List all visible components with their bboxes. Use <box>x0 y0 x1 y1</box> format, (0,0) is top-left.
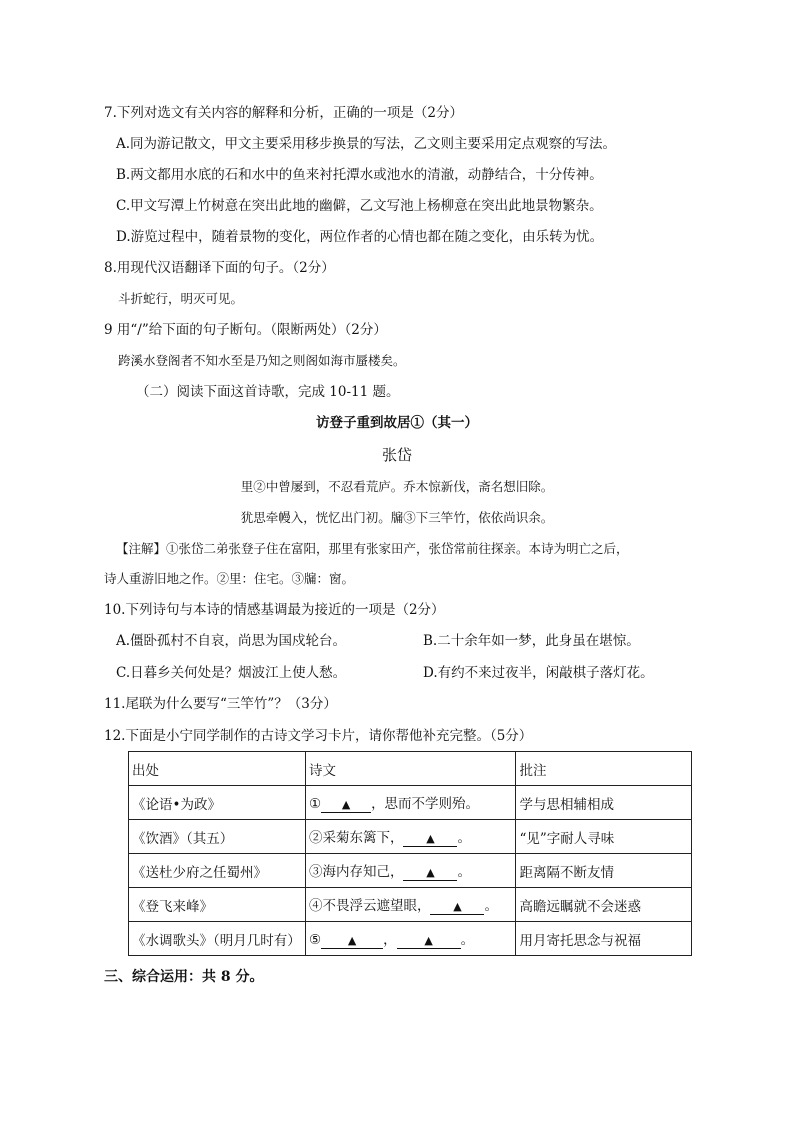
poem-line-2: 犹思牵幔入，恍忆出门初。牖③下三竿竹，依依尚识余。 <box>240 510 554 525</box>
row-text <box>305 922 516 956</box>
section-2-intro: （二）阅读下面这首诗歌，完成 10-11 题。 <box>136 384 400 400</box>
row-text-post: 。 <box>457 830 471 846</box>
fill-blank-5[interactable] <box>321 933 383 949</box>
row-source: 《登飞来峰》 <box>129 888 306 922</box>
q10-option-d: D.有约不来过夜半，闲敲棋子落灯花。 <box>423 665 654 681</box>
row-note: 用月寄托思念与祝福 <box>516 922 692 956</box>
poem-line-1: 里②中曾屡到，不忍看荒庐。乔木惊新伐，斋名想旧除。 <box>240 479 554 494</box>
row-text-post: ，思而不学则殆。 <box>371 796 480 812</box>
row-text-pre: ① <box>308 796 322 812</box>
fill-blank-4[interactable] <box>430 899 484 915</box>
poem-note-1: 【注解】①张岱二弟张登子住在富阳，那里有张家田产，张岱常前往探亲。本诗为明亡之后， <box>116 541 629 556</box>
table-row <box>129 922 692 956</box>
q9-sentence: 跨溪水登阁者不知水至是乃知之则阁如海市蜃楼矣。 <box>118 353 406 368</box>
section-3-title: 三、综合运用：共 8 分。 <box>104 969 264 985</box>
row-source: 《论语•为政》 <box>129 786 306 820</box>
triangle-icon: ▲ <box>424 934 433 947</box>
q7-option-d: D.游览过程中，随着景物的变化，两位作者的心情也都在随之变化，由乐转为忧。 <box>116 229 604 245</box>
q11-stem: 11.尾联为什么要写“三竿竹”？（3分） <box>104 696 337 712</box>
fill-blank-2[interactable] <box>403 831 457 847</box>
study-card-table <box>128 751 692 956</box>
row-text-post: 。 <box>484 898 498 914</box>
table-row <box>129 854 692 888</box>
row-note: 距离隔不断友情 <box>516 854 692 888</box>
poem-author: 张岱 <box>381 446 412 464</box>
triangle-icon: ▲ <box>341 798 351 811</box>
row-text-mid: ， <box>383 932 397 948</box>
table-row <box>129 888 692 922</box>
triangle-icon: ▲ <box>453 900 462 913</box>
row-source: 《饮酒》（其五） <box>129 820 306 854</box>
table-row <box>129 786 692 820</box>
row-note: “见”字耐人寻味 <box>516 820 692 854</box>
row-text-pre: ③海内存知己， <box>308 864 404 880</box>
row-text <box>305 786 516 820</box>
q7-stem: 7.下列对选文有关内容的解释和分析，正确的一项是（2分） <box>104 105 463 121</box>
fill-blank-6[interactable] <box>397 933 461 949</box>
row-source: 《水调歌头》（明月几时有） <box>129 922 306 956</box>
row-text-post: 。 <box>460 932 475 948</box>
row-text <box>305 820 516 854</box>
q7-option-b: B.两文都用水底的石和水中的鱼来衬托潭水或池水的清澈，动静结合，十分传神。 <box>116 167 603 183</box>
q8-sentence: 斗折蛇行，明灭可见。 <box>118 291 244 306</box>
fill-blank-3[interactable] <box>403 865 457 881</box>
row-text-pre: ⑤ <box>308 932 322 948</box>
row-text-pre: ④不畏浮云遮望眼， <box>308 898 431 914</box>
poem-note-2: 诗人重游旧地之作。②里：住宅。③牖：窗。 <box>104 571 355 586</box>
row-source: 《送杜少府之任蜀州》 <box>129 854 306 888</box>
q7-option-c: C.甲文写潭上竹树意在突出此地的幽僻，乙文写池上杨柳意在突出此地景物繁杂。 <box>116 198 603 214</box>
header-text: 诗文 <box>305 752 516 786</box>
header-note: 批注 <box>516 752 692 786</box>
q12-stem: 12.下面是小宁同学制作的古诗文学习卡片，请你帮他补充完整。（5分） <box>104 728 533 744</box>
q10-stem: 10.下列诗句与本诗的情感基调最为接近的一项是（2分） <box>104 602 445 618</box>
triangle-icon: ▲ <box>426 832 435 845</box>
row-note: 学与思相辅相成 <box>516 786 692 820</box>
row-text <box>305 888 516 922</box>
row-text-pre: ②采菊东篱下， <box>308 830 404 846</box>
row-note: 高瞻远瞩就不会迷惑 <box>516 888 692 922</box>
row-text-post: 。 <box>457 864 471 880</box>
header-source: 出处 <box>129 752 306 786</box>
q10-option-a: A.僵卧孤村不自哀，尚思为国戍轮台。 <box>116 633 347 649</box>
poem-title: 访登子重到故居①（其一） <box>316 415 478 431</box>
q9-stem: 9 用“/”给下面的句子断句。（限断两处）（2分） <box>104 322 387 338</box>
q10-option-c: C.日暮乡关何处是？烟波江上使人愁。 <box>116 665 347 681</box>
table-row <box>129 820 692 854</box>
q10-option-b: B.二十余年如一梦，此身虽在堪惊。 <box>423 633 640 649</box>
triangle-icon: ▲ <box>347 934 357 947</box>
table-header-row <box>129 752 692 786</box>
row-text <box>305 854 516 888</box>
q7-option-a: A.同为游记散文，甲文主要采用移步换景的写法，乙文则主要采用定点观察的写法。 <box>116 136 617 152</box>
q8-stem: 8.用现代汉语翻译下面的句子。（2分） <box>104 260 335 276</box>
triangle-icon: ▲ <box>426 866 435 879</box>
fill-blank-1[interactable] <box>321 797 371 813</box>
